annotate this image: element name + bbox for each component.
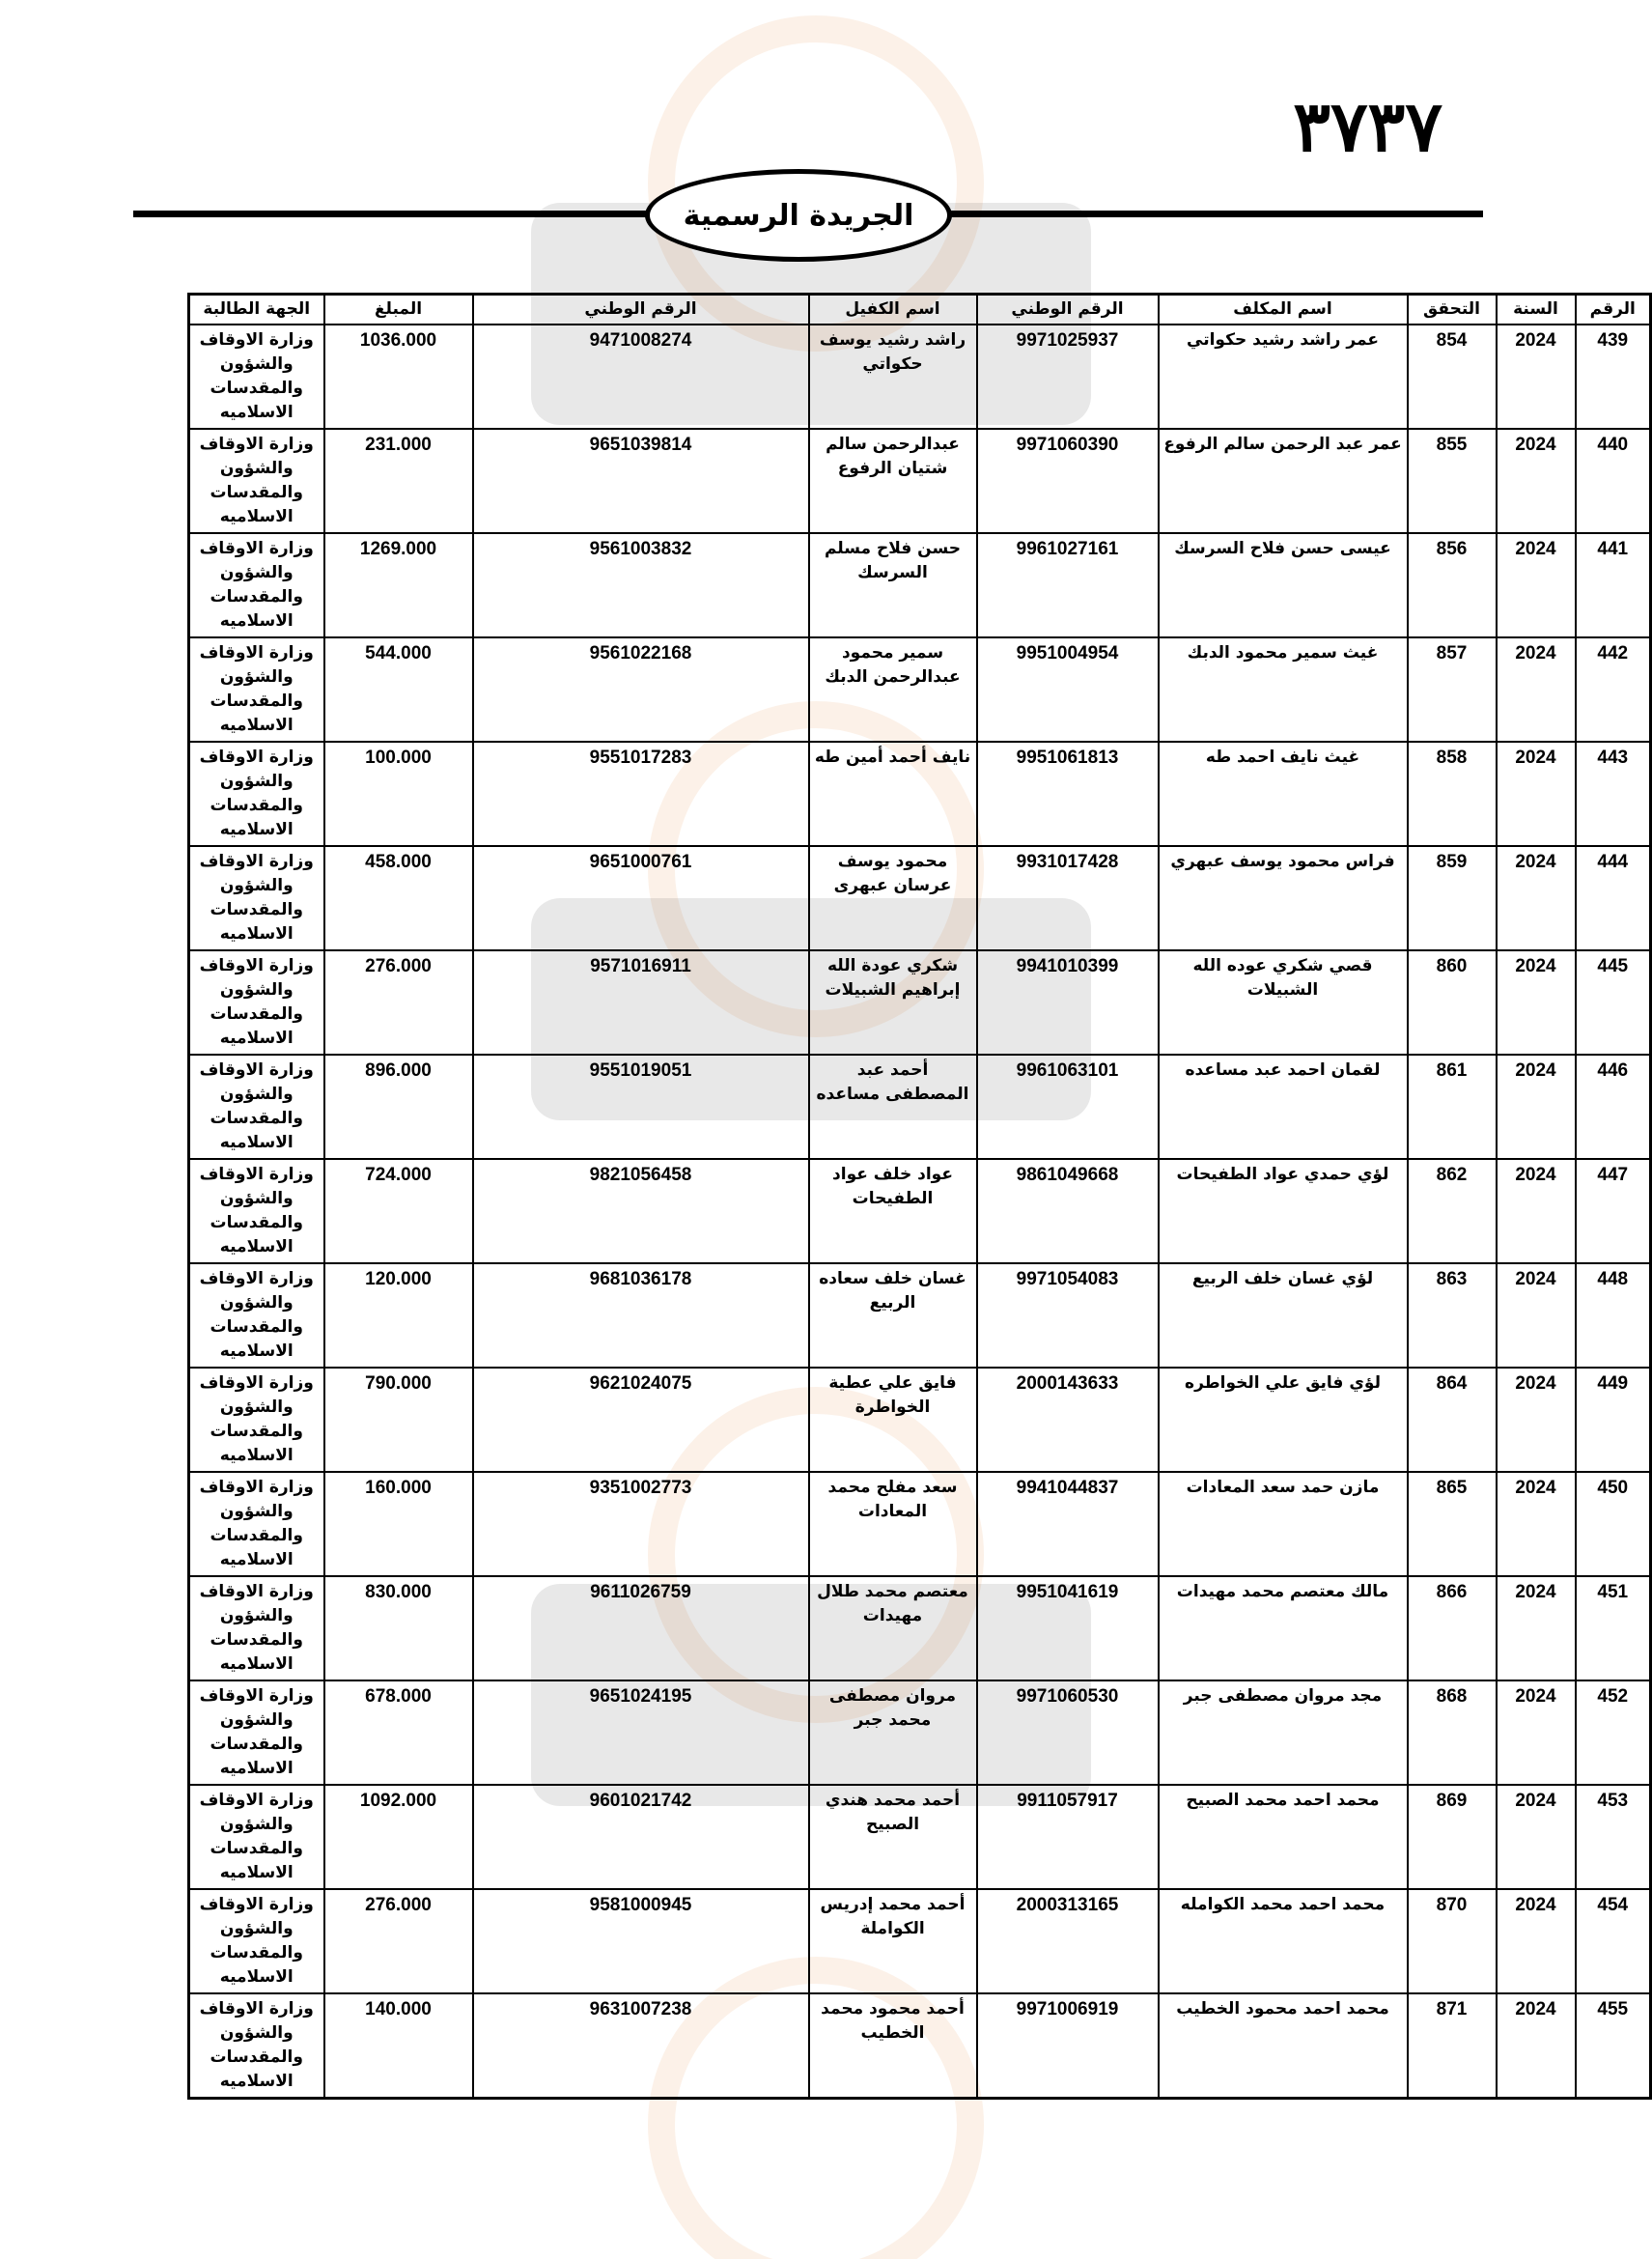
row-guarantor-national-id: 9581000945: [473, 1889, 809, 1993]
row-amount: 544.000: [324, 637, 473, 742]
row-guarantor-national-id: 9821056458: [473, 1159, 809, 1263]
row-amount: 896.000: [324, 1055, 473, 1159]
row-taxpayer-name: مجد مروان مصطفى جبر: [1159, 1680, 1408, 1785]
row-verification: 866: [1408, 1576, 1497, 1680]
row-verification: 861: [1408, 1055, 1497, 1159]
row-guarantor-national-id: 9621024075: [473, 1368, 809, 1472]
row-taxpayer-name: مالك معتصم محمد مهيدات: [1159, 1576, 1408, 1680]
row-requesting-authority: وزارة الاوقاف والشؤون والمقدسات الاسلاميه: [189, 1368, 324, 1472]
row-year: 2024: [1497, 950, 1576, 1055]
row-guarantor-name: أحمد محمد هندي الصبيح: [809, 1785, 977, 1889]
row-requesting-authority: وزارة الاوقاف والشؤون والمقدسات الاسلاميه: [189, 1472, 324, 1576]
row-year: 2024: [1497, 846, 1576, 950]
row-amount: 120.000: [324, 1263, 473, 1368]
header-requesting-authority: الجهة الطالبة: [189, 295, 324, 325]
row-amount: 830.000: [324, 1576, 473, 1680]
row-year: 2024: [1497, 1368, 1576, 1472]
row-number: 442: [1576, 637, 1651, 742]
table-row: [189, 533, 1651, 637]
row-taxpayer-name: عمر عبد الرحمن سالم الرفوع: [1159, 429, 1408, 533]
row-amount: 276.000: [324, 1889, 473, 1993]
row-year: 2024: [1497, 1472, 1576, 1576]
table-header-row: [189, 295, 1651, 325]
row-year: 2024: [1497, 1889, 1576, 1993]
table-row: [189, 846, 1651, 950]
records-table: [187, 293, 1652, 2100]
row-requesting-authority: وزارة الاوقاف والشؤون والمقدسات الاسلاميه: [189, 1159, 324, 1263]
header-guarantor-national-id: الرقم الوطني: [473, 295, 809, 325]
row-guarantor-name: معتصم محمد طلال مهيدات: [809, 1576, 977, 1680]
row-guarantor-name: فايق علي عطية الخواطرة: [809, 1368, 977, 1472]
header-year: السنة: [1497, 295, 1576, 325]
row-number: 447: [1576, 1159, 1651, 1263]
table-row: [189, 1472, 1651, 1576]
header-number: الرقم: [1576, 295, 1651, 325]
row-number: 446: [1576, 1055, 1651, 1159]
row-taxpayer-name: غيث نايف احمد طه: [1159, 742, 1408, 846]
row-requesting-authority: وزارة الاوقاف والشؤون والمقدسات الاسلاميه: [189, 1993, 324, 2099]
row-guarantor-national-id: 9571016911: [473, 950, 809, 1055]
row-taxpayer-name: لؤي فايق علي الخواطره: [1159, 1368, 1408, 1472]
row-guarantor-name: سمير محمود عبدالرحمن الدبك: [809, 637, 977, 742]
row-year: 2024: [1497, 1576, 1576, 1680]
row-national-id: 9941010399: [977, 950, 1159, 1055]
row-guarantor-national-id: 9651039814: [473, 429, 809, 533]
header-guarantor-name: اسم الكفيل: [809, 295, 977, 325]
row-guarantor-name: نايف أحمد أمين طه: [809, 742, 977, 846]
row-verification: 870: [1408, 1889, 1497, 1993]
row-year: 2024: [1497, 429, 1576, 533]
row-taxpayer-name: عمر راشد رشيد حكواتي: [1159, 325, 1408, 429]
header-badge: [645, 169, 952, 262]
row-national-id: 9961063101: [977, 1055, 1159, 1159]
row-number: 451: [1576, 1576, 1651, 1680]
row-amount: 100.000: [324, 742, 473, 846]
row-guarantor-national-id: 9651024195: [473, 1680, 809, 1785]
row-year: 2024: [1497, 533, 1576, 637]
row-guarantor-name: أحمد محمد إدريس الكواملة: [809, 1889, 977, 1993]
header-taxpayer-name: اسم المكلف: [1159, 295, 1408, 325]
row-verification: 865: [1408, 1472, 1497, 1576]
row-verification: 858: [1408, 742, 1497, 846]
row-amount: 678.000: [324, 1680, 473, 1785]
row-requesting-authority: وزارة الاوقاف والشؤون والمقدسات الاسلاميه: [189, 846, 324, 950]
page-number: ٣٧٣٧: [1293, 85, 1442, 167]
row-verification: 855: [1408, 429, 1497, 533]
table-row: [189, 325, 1651, 429]
row-amount: 231.000: [324, 429, 473, 533]
row-verification: 854: [1408, 325, 1497, 429]
table-row: [189, 1055, 1651, 1159]
row-guarantor-national-id: 9631007238: [473, 1993, 809, 2099]
row-guarantor-name: مروان مصطفى محمد جبر: [809, 1680, 977, 1785]
row-requesting-authority: وزارة الاوقاف والشؤون والمقدسات الاسلاميه: [189, 637, 324, 742]
row-number: 440: [1576, 429, 1651, 533]
row-verification: 869: [1408, 1785, 1497, 1889]
row-verification: 863: [1408, 1263, 1497, 1368]
row-requesting-authority: وزارة الاوقاف والشؤون والمقدسات الاسلاميه: [189, 325, 324, 429]
row-verification: 859: [1408, 846, 1497, 950]
row-verification: 860: [1408, 950, 1497, 1055]
row-number: 441: [1576, 533, 1651, 637]
row-verification: 868: [1408, 1680, 1497, 1785]
row-requesting-authority: وزارة الاوقاف والشؤون والمقدسات الاسلاميه: [189, 1785, 324, 1889]
row-amount: 1269.000: [324, 533, 473, 637]
row-guarantor-name: حسن فلاح مسلم السرسك: [809, 533, 977, 637]
row-number: 444: [1576, 846, 1651, 950]
row-guarantor-name: محمود يوسف عرسان عبهرى: [809, 846, 977, 950]
row-national-id: 9971054083: [977, 1263, 1159, 1368]
row-year: 2024: [1497, 325, 1576, 429]
row-number: 454: [1576, 1889, 1651, 1993]
row-national-id: 9911057917: [977, 1785, 1159, 1889]
row-guarantor-name: أحمد عبد المصطفى مساعده: [809, 1055, 977, 1159]
table-row: [189, 1159, 1651, 1263]
table-row: [189, 1576, 1651, 1680]
table-row: [189, 1785, 1651, 1889]
row-taxpayer-name: عيسى حسن فلاح السرسك: [1159, 533, 1408, 637]
row-year: 2024: [1497, 1785, 1576, 1889]
row-requesting-authority: وزارة الاوقاف والشؤون والمقدسات الاسلاميه: [189, 533, 324, 637]
row-national-id: 9961027161: [977, 533, 1159, 637]
row-national-id: 9931017428: [977, 846, 1159, 950]
row-national-id: 9861049668: [977, 1159, 1159, 1263]
row-year: 2024: [1497, 637, 1576, 742]
row-taxpayer-name: غيث سمير محمود الدبك: [1159, 637, 1408, 742]
records-table-container: [187, 293, 1636, 2100]
row-number: 450: [1576, 1472, 1651, 1576]
row-guarantor-national-id: 9611026759: [473, 1576, 809, 1680]
row-verification: 856: [1408, 533, 1497, 637]
row-national-id: 9971025937: [977, 325, 1159, 429]
row-national-id: 9951004954: [977, 637, 1159, 742]
row-national-id: 9951041619: [977, 1576, 1159, 1680]
row-taxpayer-name: لقمان احمد عبد مساعده: [1159, 1055, 1408, 1159]
row-guarantor-national-id: 9551019051: [473, 1055, 809, 1159]
header-verification: التحقق: [1408, 295, 1497, 325]
row-guarantor-national-id: 9551017283: [473, 742, 809, 846]
row-number: 445: [1576, 950, 1651, 1055]
row-guarantor-name: سعد مفلح محمد المعادات: [809, 1472, 977, 1576]
row-national-id: 2000313165: [977, 1889, 1159, 1993]
row-year: 2024: [1497, 1055, 1576, 1159]
row-year: 2024: [1497, 1263, 1576, 1368]
row-amount: 1092.000: [324, 1785, 473, 1889]
row-number: 443: [1576, 742, 1651, 846]
table-row: [189, 1993, 1651, 2099]
gazette-title: الجريدة الرسمية: [683, 198, 914, 233]
row-amount: 140.000: [324, 1993, 473, 2099]
header-amount: المبلغ: [324, 295, 473, 325]
row-number: 449: [1576, 1368, 1651, 1472]
row-national-id: 9941044837: [977, 1472, 1159, 1576]
table-row: [189, 429, 1651, 533]
table-row: [189, 1680, 1651, 1785]
row-requesting-authority: وزارة الاوقاف والشؤون والمقدسات الاسلاميه: [189, 742, 324, 846]
row-requesting-authority: وزارة الاوقاف والشؤون والمقدسات الاسلاميه: [189, 1680, 324, 1785]
row-year: 2024: [1497, 1993, 1576, 2099]
row-guarantor-name: أحمد محمود محمد الخطيب: [809, 1993, 977, 2099]
row-requesting-authority: وزارة الاوقاف والشؤون والمقدسات الاسلاميه: [189, 429, 324, 533]
table-row: [189, 1889, 1651, 1993]
row-guarantor-national-id: 9561003832: [473, 533, 809, 637]
row-guarantor-name: عبدالرحمن سالم شتيان الرفوع: [809, 429, 977, 533]
row-guarantor-national-id: 9651000761: [473, 846, 809, 950]
table-row: [189, 950, 1651, 1055]
row-verification: 871: [1408, 1993, 1497, 2099]
row-amount: 724.000: [324, 1159, 473, 1263]
row-number: 439: [1576, 325, 1651, 429]
row-verification: 862: [1408, 1159, 1497, 1263]
table-row: [189, 1263, 1651, 1368]
row-verification: 857: [1408, 637, 1497, 742]
row-national-id: 2000143633: [977, 1368, 1159, 1472]
row-guarantor-national-id: 9681036178: [473, 1263, 809, 1368]
row-national-id: 9951061813: [977, 742, 1159, 846]
row-requesting-authority: وزارة الاوقاف والشؤون والمقدسات الاسلاميه: [189, 1889, 324, 1993]
table-row: [189, 1368, 1651, 1472]
row-taxpayer-name: لؤي حمدي عواد الطفيحات: [1159, 1159, 1408, 1263]
row-requesting-authority: وزارة الاوقاف والشؤون والمقدسات الاسلاميه: [189, 950, 324, 1055]
row-taxpayer-name: مازن حمد سعد المعادات: [1159, 1472, 1408, 1576]
row-requesting-authority: وزارة الاوقاف والشؤون والمقدسات الاسلاميه: [189, 1576, 324, 1680]
row-amount: 160.000: [324, 1472, 473, 1576]
row-amount: 790.000: [324, 1368, 473, 1472]
row-number: 452: [1576, 1680, 1651, 1785]
row-taxpayer-name: لؤي غسان خلف الربيع: [1159, 1263, 1408, 1368]
row-national-id: 9971006919: [977, 1993, 1159, 2099]
row-requesting-authority: وزارة الاوقاف والشؤون والمقدسات الاسلاميه: [189, 1055, 324, 1159]
table-row: [189, 637, 1651, 742]
row-requesting-authority: وزارة الاوقاف والشؤون والمقدسات الاسلاميه: [189, 1263, 324, 1368]
row-guarantor-name: عواد خلف عواد الطفيحات: [809, 1159, 977, 1263]
header-national-id: الرقم الوطني: [977, 295, 1159, 325]
row-number: 448: [1576, 1263, 1651, 1368]
row-amount: 1036.000: [324, 325, 473, 429]
row-amount: 458.000: [324, 846, 473, 950]
row-guarantor-name: راشد رشيد يوسف حكواتي: [809, 325, 977, 429]
row-taxpayer-name: قصي شكري عوده الله الشبيلات: [1159, 950, 1408, 1055]
row-amount: 276.000: [324, 950, 473, 1055]
table-row: [189, 742, 1651, 846]
row-guarantor-name: شكري عودة الله إبراهيم الشبيلات: [809, 950, 977, 1055]
row-guarantor-national-id: 9471008274: [473, 325, 809, 429]
row-number: 453: [1576, 1785, 1651, 1889]
row-taxpayer-name: فراس محمود يوسف عبهري: [1159, 846, 1408, 950]
row-national-id: 9971060530: [977, 1680, 1159, 1785]
row-year: 2024: [1497, 1680, 1576, 1785]
row-guarantor-name: غسان خلف سعاده الربيع: [809, 1263, 977, 1368]
row-guarantor-national-id: 9561022168: [473, 637, 809, 742]
row-year: 2024: [1497, 1159, 1576, 1263]
row-year: 2024: [1497, 742, 1576, 846]
row-guarantor-national-id: 9601021742: [473, 1785, 809, 1889]
row-number: 455: [1576, 1993, 1651, 2099]
row-taxpayer-name: محمد احمد محمد الكوامله: [1159, 1889, 1408, 1993]
row-taxpayer-name: محمد احمد محمد الصبيح: [1159, 1785, 1408, 1889]
row-verification: 864: [1408, 1368, 1497, 1472]
row-taxpayer-name: محمد احمد محمود الخطيب: [1159, 1993, 1408, 2099]
row-national-id: 9971060390: [977, 429, 1159, 533]
row-guarantor-national-id: 9351002773: [473, 1472, 809, 1576]
